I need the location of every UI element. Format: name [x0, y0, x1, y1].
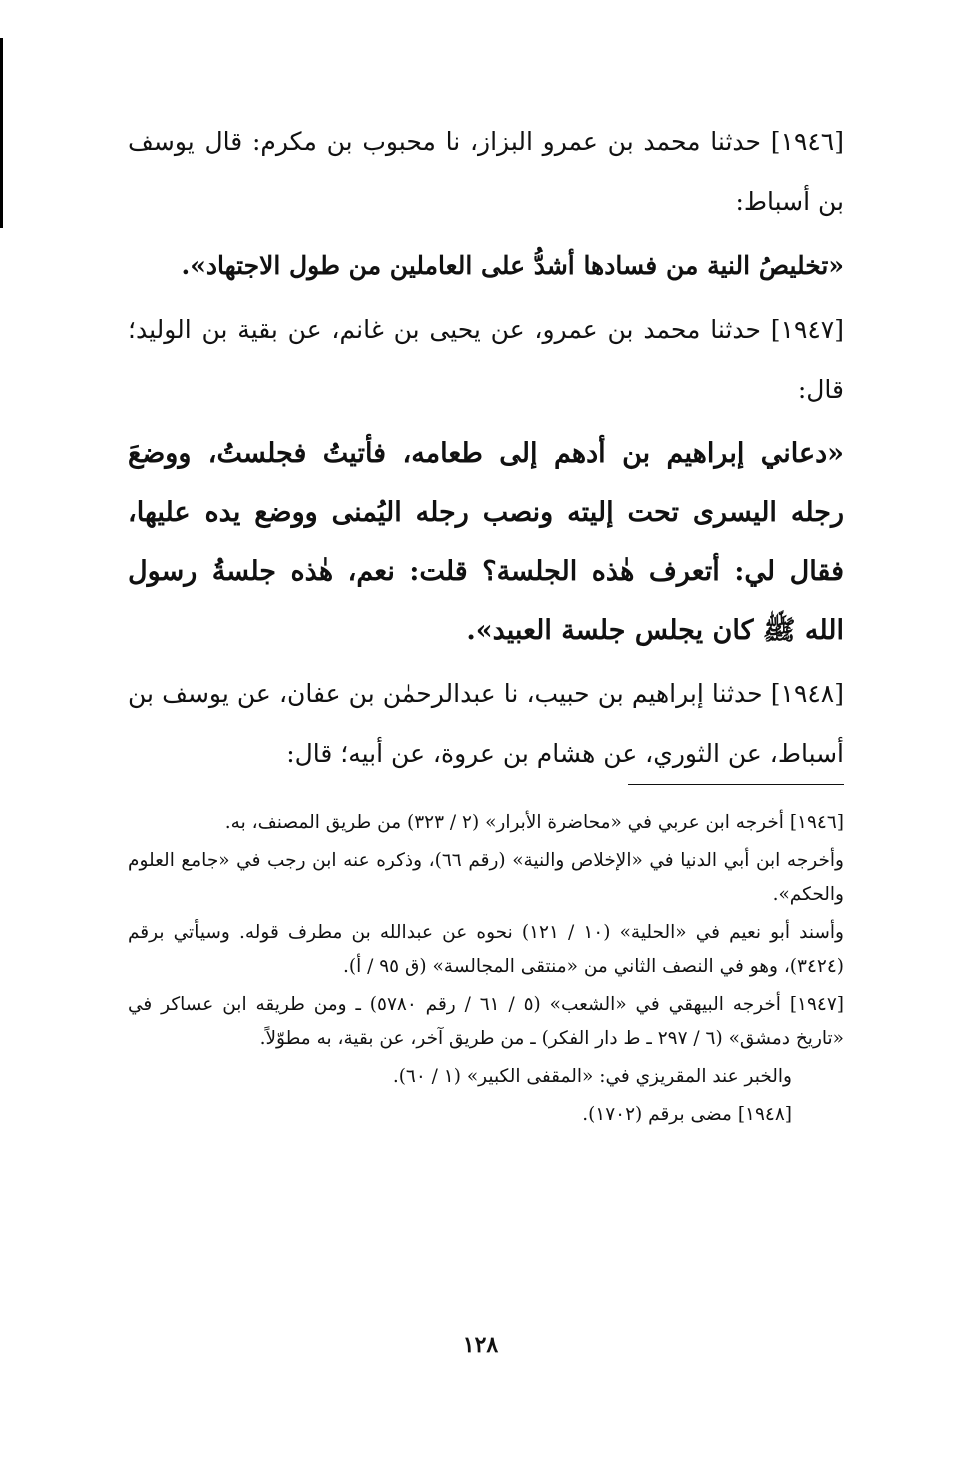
- quote-1947: «دعاني إبراهيم بن أدهم إلى طعامه، فأتيتُ فجلستُ، ووضعَ رجله اليسرى تحت إليته ونصب رجله اليُمنى ووضع يده عليها، فقال لي: أتعرف هٰذه الجلسة؟ قلت: نعم، هٰذه جلسةُ رسول الله ﷺ كان يجلس جلسة العبيد».: [128, 438, 844, 646]
- footnote-text: أخرجه ابن عربي في «محاضرة الأبرار» (٢ / ٣٢٣) من طريق المصنف، به.: [224, 812, 784, 833]
- paragraph-1948: [128, 664, 844, 784]
- page-edge-bar: [0, 38, 3, 228]
- paragraph-text: حدثنا محمد بن عمرو، عن يحيى بن غانم، عن بقية بن الوليد؛ قال:: [128, 315, 844, 404]
- hadith-number: [١٩٤٧]: [770, 315, 844, 344]
- hadith-number: [١٩٤٨]: [770, 679, 844, 708]
- paragraph-1947: [128, 300, 844, 420]
- quote-1946: «تخليصُ النية من فسادها أشدُّ على العاملين من طول الاجتهاد».: [181, 251, 844, 280]
- paragraph-text: حدثنا محمد بن عمرو البزاز، نا محبوب بن مكرم: قال يوسف بن أسباط:: [128, 127, 844, 216]
- footnote-1946-c: وأسند أبو نعيم في «الحلية» (١٠ / ١٢١) نحوه عن عبدالله بن مطرف قوله. وسيأتي برقم (٣٤٢٤)، وهو في النصف الثاني من «منتقى المجالسة» (ق ٩٥ / أ).: [128, 922, 844, 977]
- page-number: ١٢٨: [462, 1332, 499, 1358]
- footnote-number: [١٩٤٨]: [737, 1104, 792, 1125]
- footnote-number: [١٩٤٧]: [789, 994, 844, 1015]
- paragraph-text: حدثنا إبراهيم بن حبيب، نا عبدالرحمٰن بن عفان، عن يوسف بن أسباط، عن الثوري، عن هشام بن عروة، عن أبيه؛ قال:: [128, 679, 844, 768]
- footnote-number: [١٩٤٦]: [789, 812, 844, 833]
- footnote-text: أخرجه البيهقي في «الشعب» (٥ / ٦١ / رقم ٥٧٨٠) ـ ومن طريقه ابن عساكر في «تاريخ دمشق» (٦ / ٢٩٧ ـ ط دار الفكر) ـ من طريق آخر، عن بقية، به مطوّلاً.: [128, 994, 844, 1049]
- footnote-1946: [128, 806, 844, 840]
- main-text: [128, 112, 844, 784]
- paragraph-1946: [128, 112, 844, 232]
- footnote-1947: [128, 988, 844, 1056]
- footnotes: [128, 806, 844, 1136]
- footnote-divider: [628, 784, 844, 785]
- footnote-1947-b: والخبر عند المقريزي في: «المقفى الكبير» (١ / ٦٠).: [392, 1066, 792, 1087]
- hadith-number: [١٩٤٦]: [770, 127, 844, 156]
- footnote-text: مضى برقم (١٧٠٢).: [582, 1104, 732, 1125]
- footnote-1946-b: وأخرجه ابن أبي الدنيا في «الإخلاص والنية» (رقم ٦٦)، وذكره عنه ابن رجب في «جامع العلوم والحكم».: [128, 850, 844, 905]
- footnote-1948: [128, 1098, 844, 1132]
